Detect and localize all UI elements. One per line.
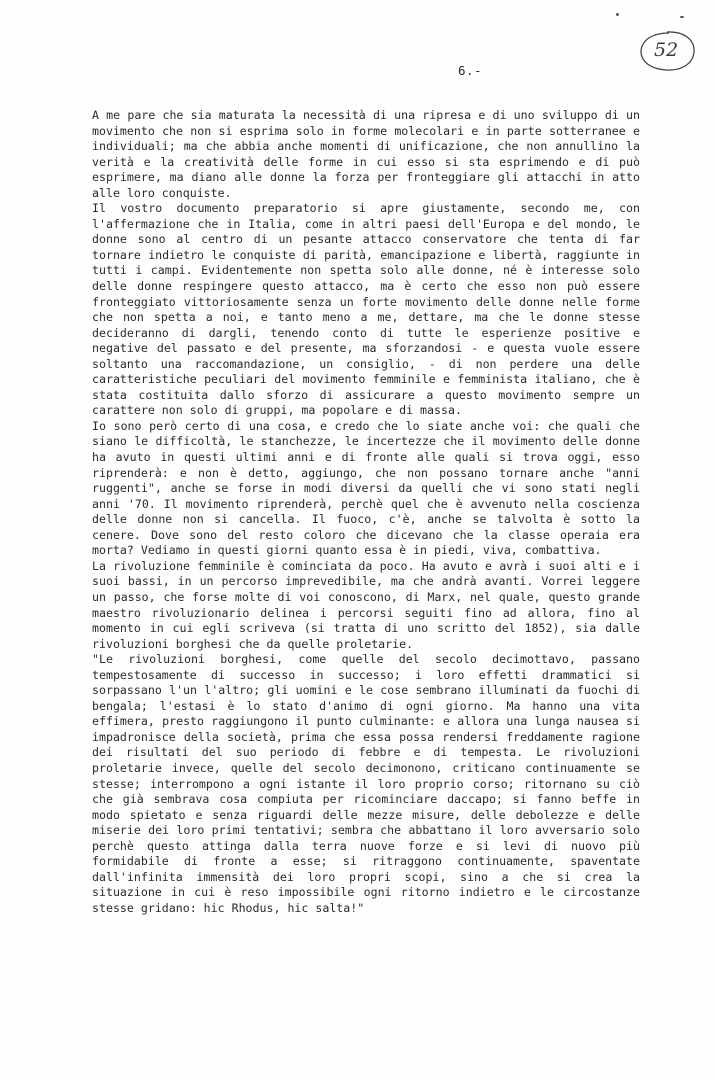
archive-number: 52 (654, 39, 679, 61)
speck-mark (680, 16, 684, 18)
paragraph: Io sono però certo di una cosa, e credo che lo siate anche voi: che quali che siano le difficoltà, le stanchezze, le incertezze che il movimento delle donne ha avuto in questi ultimi anni e di fronte alle quali si trova oggi, esso riprenderà: e non è detto, aggiungo, che non possano tornare anche "anni ruggenti", anche se forse in modi diversi da quelli che vi sono stati negli anni '70. Il movimento riprenderà, perchè quel che è avvenuto nella coscienza delle donne non si cancella. Il fuoco, c'è, anche se talvolta è sotto la cenere. Dove sono del resto coloro che dicevano che la classe operaia era morta? Vediamo in questi giorni quanto essa è in piedi, viva, combattiva. (92, 418, 640, 558)
paragraph: Il vostro documento preparatorio si apre giustamente, secondo me, con l'affermazione che in Italia, come in altri paesi dell'Europa e del mondo, le donne sono al centro di un pesante attacco conservatore che tenta di far tornare indietro le conquiste di parità, emancipazione e libertà, raggiunte in tutti i campi. Evidentemente non spetta solo alle donne, né è interesse solo delle donne respingere questo attacco, ma è certo che esso non può essere fronteggiato vittoriosamente senza un forte movimento delle donne nelle forme che non spetta a noi, e tanto meno a me, dettare, ma che le donne stesse decideranno di dargli, tenendo conto di tutte le esperienze positive e negative del passato e del presente, ma sforzandosi - e questa vuole essere soltanto una raccomandazione, un consiglio, - di non perdere una delle caratteristiche peculiari del movimento femminile e femminista italiano, che è stata costituita dallo sforzo di assicurare a questo movimento sempre un carattere non solo di gruppi, ma popolare e di massa. (92, 201, 640, 418)
paragraph: A me pare che sia maturata la necessità di una ripresa e di uno sviluppo di un movimento che non si esprima solo in forme molecolari e in parte sotterranee e individuali; ma che abbia anche momenti di unificazione, che non annullino la verità e la creatività delle forme in cui esso si sta esprimendo e di può esprimere, ma diano alle donne la forza per fronteggiare gli attacchi in atto alle loro conquiste. (92, 108, 640, 200)
paragraph: La rivoluzione femminile è cominciata da poco. Ha avuto e avrà i suoi alti e i suoi bassi, in un percorso imprevedibile, ma che andrà avanti. Vorrei leggere un passo, che forse molte di voi conoscono, di Marx, nel quale, questo grande maestro rivoluzionario delinea i percorsi seguiti fino ad allora, fino al momento in cui egli scriveva (si tratta di uno scritto del 1852), sia dalle rivoluzioni borghesi che da quelle proletarie. (92, 558, 640, 651)
body-text (92, 108, 640, 916)
quoted-passage: "Le rivoluzioni borghesi, come quelle del secolo decimottavo, passano tempestosamente di successo in successo; i loro effetti drammatici si sorpassano l'un l'altro; gli uomini e le cose sembrano illuminati da fuochi di bengala; l'estasi è lo stato d'animo di ogni giorno. Ma hanno una vita effimera, presto raggiungono il punto culminante: e allora una lunga nausea si impadronisce della società, prima che essa possa rendersi freddamente ragione dei risultati del suo periodo di febbre e di tempesta. Le rivoluzioni proletarie invece, quelle del secolo decimonono, criticano continuamente se stesse; interrompono a ogni istante il loro proprio corso; ritornano su ciò che già sembrava cosa compiuta per ricominciare daccapo; si fanno beffe in modo spietato e senza riguardi delle mezze misure, delle debolezze e delle miserie dei loro primi tentativi; sembra che abbattano il loro avversario solo perchè questo attinga dalla terra nuove forze e si levi di nuovo più formidabile di fronte a esse; si ritraggono continuamente, spaventate dall'infinita immensità dei loro propri scopi, sino a che si crea la situazione in cui è reso impossibile ogni ritorno indietro e le circostanze stesse gridano: hic Rhodus, hic salta!" (92, 652, 640, 915)
page-number: 6.- (458, 63, 483, 78)
speck-mark (616, 13, 619, 16)
archive-page-stamp (636, 28, 698, 74)
